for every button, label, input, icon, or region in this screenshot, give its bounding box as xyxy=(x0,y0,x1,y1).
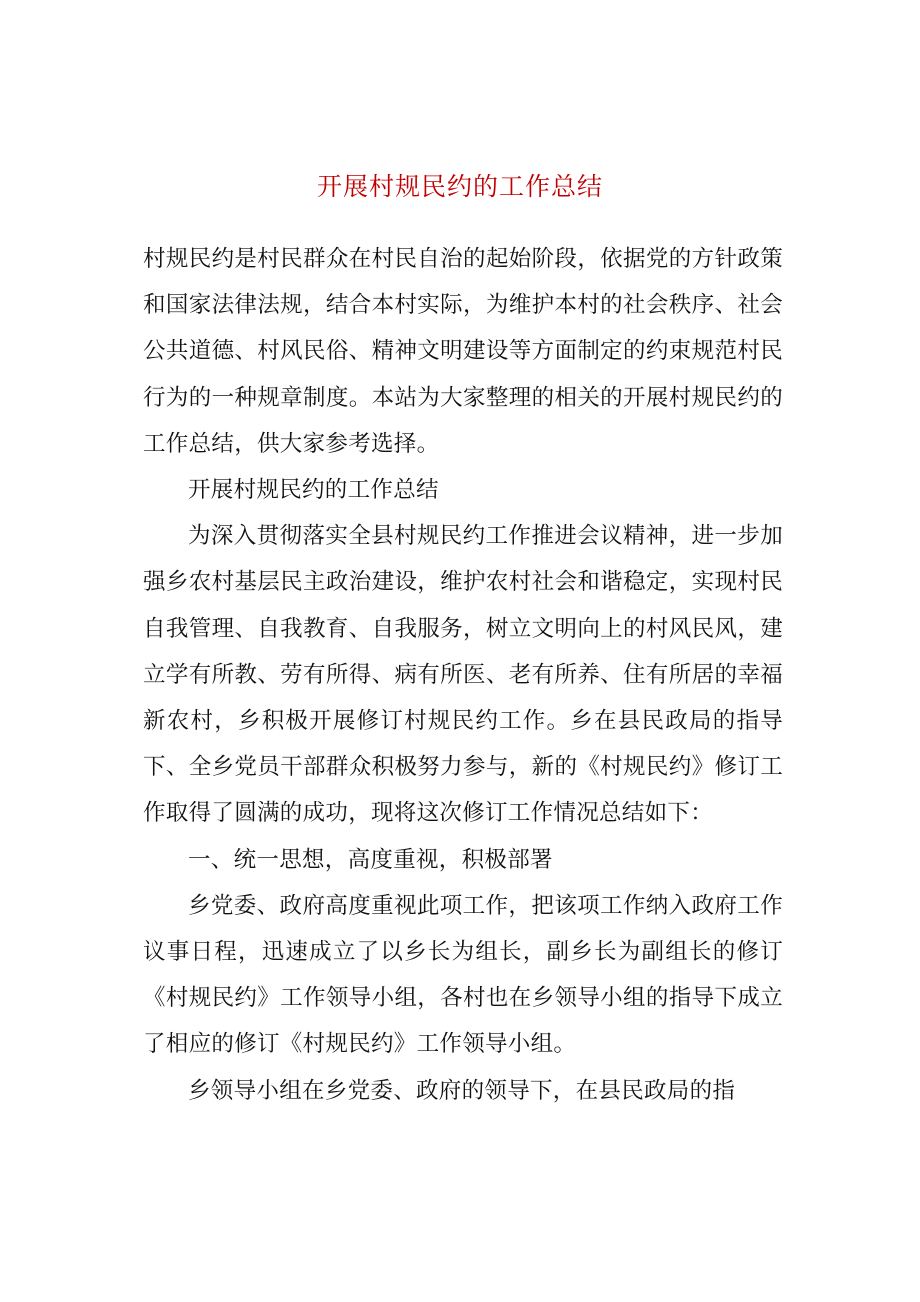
intro-paragraph: 村规民约是村民群众在村民自治的起始阶段，依据党的方针政策和国家法律法规，结合本村实际，为维护本村的社会秩序、社会公共道德、村风民俗、精神文明建设等方面制定的约束规范村民行为的一种规章制度。本站为大家整理的相关的开展村规民约的工作总结，供大家参考选择。 xyxy=(143,246,783,457)
document-body xyxy=(143,236,783,1114)
subtitle-paragraph: 开展村规民约的工作总结 xyxy=(188,477,439,504)
section-heading: 一、统一思想，高度重视，积极部署 xyxy=(188,846,553,873)
body-paragraph: 乡领导小组在乡党委、政府的领导下，在县民政局的指 xyxy=(188,1077,736,1104)
body-paragraph: 为深入贯彻落实全县村规民约工作推进会议精神，进一步加强乡农村基层民主政治建设，维护农村社会和谐稳定，实现村民自我管理、自我教育、自我服务，树立文明向上的村风民风，建立学有所教、劳有所得、病有所医、老有所养、住有所居的幸福新农村，乡积极开展修订村规民约工作。乡在县民政局的指导下、全乡党员干部群众积极努力参与，新的《村规民约》修订工作取得了圆满的成功，现将这次修订工作情况总结如下： xyxy=(143,523,783,827)
document-title: 开展村规民约的工作总结 xyxy=(316,172,603,201)
body-paragraph: 乡党委、政府高度重视此项工作，把该项工作纳入政府工作议事日程，迅速成立了以乡长为组长，副乡长为副组长的修订《村规民约》工作领导小组，各村也在乡领导小组的指导下成立了相应的修订《村规民约》工作领导小组。 xyxy=(143,892,783,1058)
